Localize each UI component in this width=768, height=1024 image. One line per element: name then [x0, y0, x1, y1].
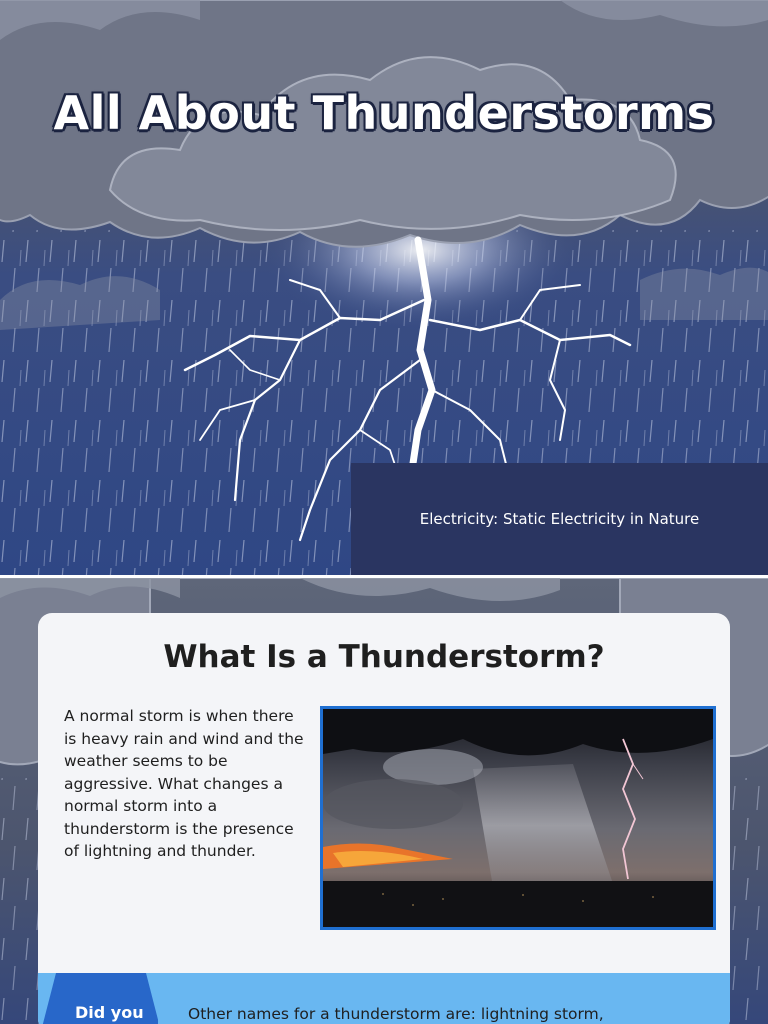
card-body-text: A normal storm is when there is heavy rain and wind and the weather seems to be aggressive. What changes a normal storm into a thunderstorm is the presence of lightning and thunder.: [64, 707, 304, 860]
slide-title: All About Thunderstorms: [53, 86, 715, 140]
did-you-know-banner: [38, 973, 730, 1024]
content-slide: [0, 578, 768, 1024]
content-card: [38, 613, 730, 1024]
thunderstorm-photo: [320, 706, 716, 930]
card-title: What Is a Thunderstorm?: [163, 639, 605, 675]
slide-subtitle: Electricity: Static Electricity in Nature: [419, 510, 700, 528]
did-you-know-text: Other names for a thunderstorm are: lightning storm,: [188, 1005, 604, 1023]
subtitle-box: [351, 463, 768, 575]
did-you-know-label: Did you: [75, 1003, 144, 1022]
